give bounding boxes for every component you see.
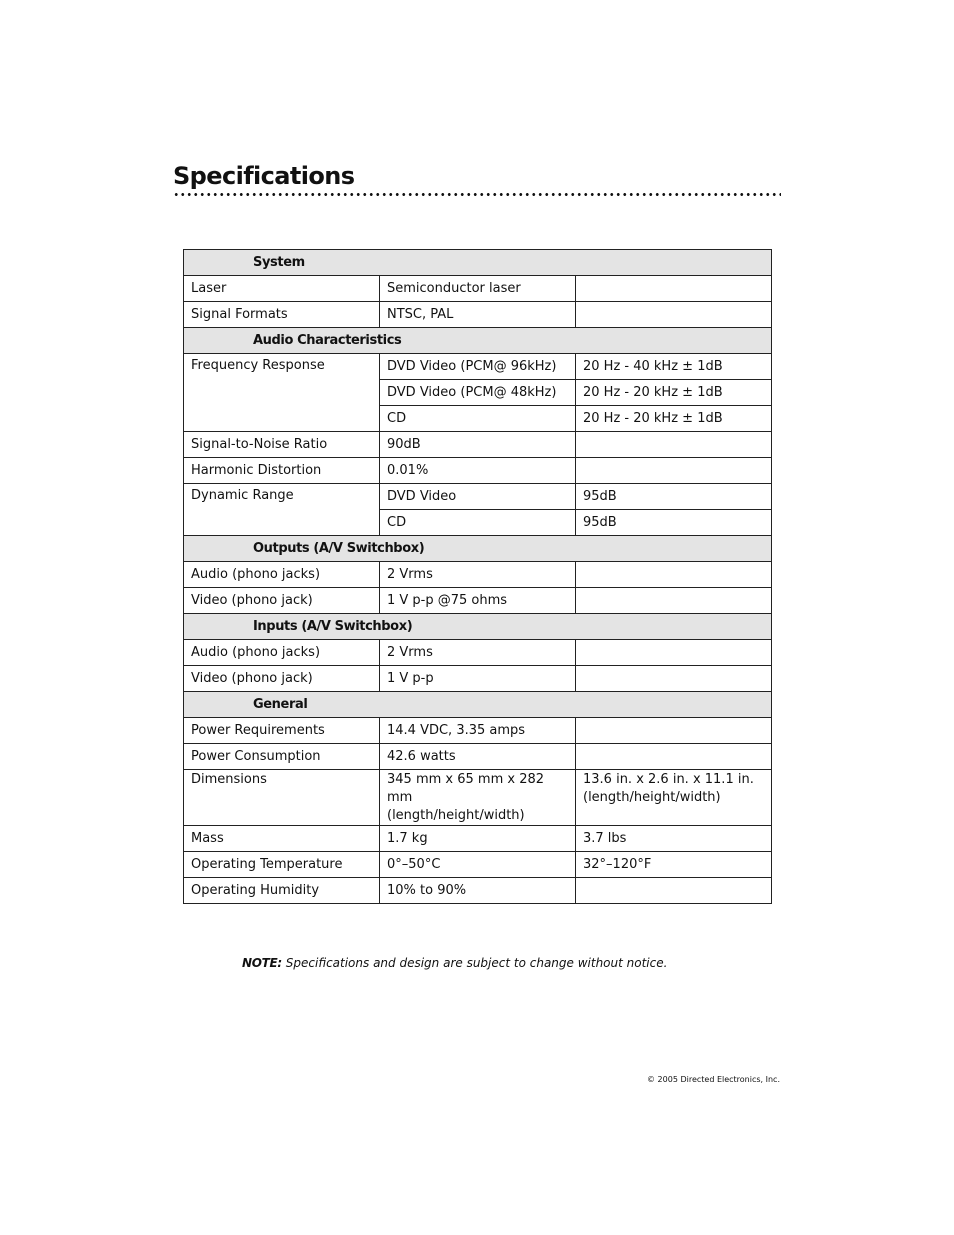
spec-label: Video (phono jack)	[184, 666, 380, 692]
spec-value: 90dB	[380, 432, 576, 458]
table-row	[184, 640, 772, 666]
spec-source: CD	[380, 510, 576, 536]
spec-label: Signal-to-Noise Ratio	[184, 432, 380, 458]
spec-empty	[576, 666, 772, 692]
section-heading: Audio Characteristics	[184, 328, 772, 354]
spec-label: Laser	[184, 276, 380, 302]
section-heading: Outputs (A/V Switchbox)	[184, 536, 772, 562]
spec-value-metric: 0°–50°C	[380, 852, 576, 878]
spec-empty	[576, 878, 772, 904]
spec-value: 20 Hz - 40 kHz ± 1dB	[576, 354, 772, 380]
spec-empty	[576, 640, 772, 666]
spec-empty	[576, 744, 772, 770]
table-row	[184, 852, 772, 878]
spec-label: Power Consumption	[184, 744, 380, 770]
spec-empty	[576, 432, 772, 458]
spec-source: DVD Video	[380, 484, 576, 510]
section-outputs	[184, 536, 772, 562]
section-heading: System	[184, 250, 772, 276]
table-row	[184, 826, 772, 852]
spec-empty	[576, 276, 772, 302]
spec-label: Harmonic Distortion	[184, 458, 380, 484]
table-row	[184, 770, 772, 826]
table-row	[184, 484, 772, 510]
spec-label: Operating Temperature	[184, 852, 380, 878]
spec-label: Audio (phono jacks)	[184, 562, 380, 588]
spec-value: 95dB	[576, 484, 772, 510]
table-row	[184, 432, 772, 458]
spec-value: 95dB	[576, 510, 772, 536]
section-inputs	[184, 614, 772, 640]
spec-label: Video (phono jack)	[184, 588, 380, 614]
section-general	[184, 692, 772, 718]
note-text: Specifications and design are subject to change without notice.	[285, 956, 668, 970]
spec-empty	[576, 718, 772, 744]
spec-value: 20 Hz - 20 kHz ± 1dB	[576, 380, 772, 406]
table-row	[184, 354, 772, 380]
spec-value: 0.01%	[380, 458, 576, 484]
dimensions-metric-line2: (length/height/width)	[387, 808, 525, 823]
spec-label: Dimensions	[184, 770, 380, 826]
table-row	[184, 276, 772, 302]
table-row	[184, 744, 772, 770]
note	[242, 956, 667, 970]
spec-label: Audio (phono jacks)	[184, 640, 380, 666]
section-system	[184, 250, 772, 276]
page-title: Specifications	[173, 162, 355, 190]
spec-value: 20 Hz - 20 kHz ± 1dB	[576, 406, 772, 432]
section-heading: Inputs (A/V Switchbox)	[184, 614, 772, 640]
spec-value-metric: 1.7 kg	[380, 826, 576, 852]
spec-value: 2 Vrms	[380, 640, 576, 666]
table-row	[184, 562, 772, 588]
spec-value-metric	[380, 770, 576, 826]
dimensions-imperial-line1: 13.6 in. x 2.6 in. x 11.1 in.	[583, 772, 754, 787]
spec-label: Frequency Response	[184, 354, 380, 432]
spec-label: Operating Humidity	[184, 878, 380, 904]
spec-value: Semiconductor laser	[380, 276, 576, 302]
spec-empty	[576, 562, 772, 588]
table-row	[184, 302, 772, 328]
section-audio	[184, 328, 772, 354]
spec-value: 2 Vrms	[380, 562, 576, 588]
note-label: NOTE:	[242, 956, 282, 970]
spec-empty	[576, 458, 772, 484]
spec-label: Power Requirements	[184, 718, 380, 744]
spec-label: Dynamic Range	[184, 484, 380, 536]
table-row	[184, 588, 772, 614]
table-row	[184, 666, 772, 692]
specifications-table	[183, 249, 772, 904]
copyright-footer: © 2005 Directed Electronics, Inc.	[647, 1075, 780, 1084]
spec-empty	[576, 588, 772, 614]
spec-value: 1 V p-p	[380, 666, 576, 692]
table-row	[184, 878, 772, 904]
spec-value: 14.4 VDC, 3.35 amps	[380, 718, 576, 744]
spec-empty	[576, 302, 772, 328]
table-row	[184, 718, 772, 744]
spec-value: 10% to 90%	[380, 878, 576, 904]
spec-value-imperial	[576, 770, 772, 826]
dimensions-imperial-line2: (length/height/width)	[583, 790, 721, 805]
spec-label: Mass	[184, 826, 380, 852]
spec-source: DVD Video (PCM@ 48kHz)	[380, 380, 576, 406]
section-heading: General	[184, 692, 772, 718]
spec-value-imperial: 3.7 lbs	[576, 826, 772, 852]
spec-value: 1 V p-p @75 ohms	[380, 588, 576, 614]
spec-value: 42.6 watts	[380, 744, 576, 770]
spec-value-imperial: 32°–120°F	[576, 852, 772, 878]
dotted-title-rule	[173, 192, 781, 197]
spec-value: NTSC, PAL	[380, 302, 576, 328]
spec-label: Signal Formats	[184, 302, 380, 328]
spec-source: DVD Video (PCM@ 96kHz)	[380, 354, 576, 380]
spec-source: CD	[380, 406, 576, 432]
table-row	[184, 458, 772, 484]
dimensions-metric-line1: 345 mm x 65 mm x 282 mm	[387, 772, 545, 805]
